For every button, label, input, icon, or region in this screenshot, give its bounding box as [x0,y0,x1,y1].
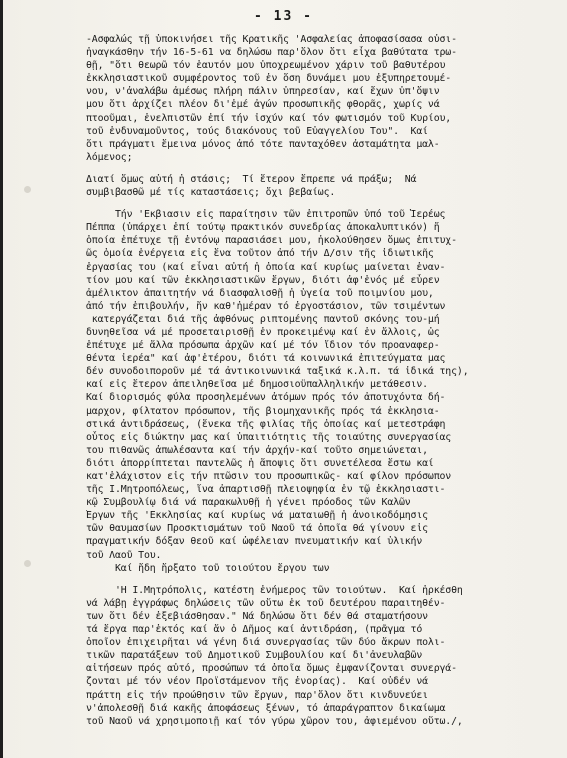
binding-hole [24,186,31,193]
text-line: διότι ἀπορρίπτεται παντελῶς ἡ ἄποψις ὅτι συνετέλεσα ἔστω καί [86,457,434,469]
page-number: - 13 - [254,9,313,24]
text-line: θῇ, "ὅτι θεωρῶ τόν ἑαυτόν μου ὑποχρεωμένον χάριν τοῦ βαθυτέρου [86,60,446,72]
text-line: πτοοῦμαι, ἐνελπιστῶν ἐπί τήν ἰσχύν καί τόν φωτισμόν τοῦ Κυρίου, [86,112,452,124]
text-line: -Ασφαλώς τῇ ὑποκινήσει τῆς Κρατικῆς 'Ασφαλείας ἀποφασίσασα οὐσι- [86,34,457,45]
text-line: στικά ἀντιδράσεως, (ἕνεκα τῆς φιλίας τῆς ὁποίας καί μετεστράφη [86,418,446,430]
text-line: ἐπέτυχε μέ ἄλλα πρόσωπα ἀρχῶν καί μέ τόν ἴδιον τόν προαναφερ- [86,340,440,352]
text-line: ῶς ὁμοία ἐνέργεια εἰς ἕνα τοῦτον ἀπό τήν Δ/σιν τῆς ἰδιωτικῆς [86,248,434,260]
paragraph-gap [86,575,564,584]
text-line: τῆς Ι.Μητροπόλεως, ἵνα ἀπαρτισθῇ πλειοψηφία ἐν τῷ ἐκκλησιαστι- [86,484,446,496]
text-line: τοῦ Λαοῦ Του. [86,549,162,561]
text-line: δέν συνοδοιποροῦν μέ τά ἀντικοινωνικά ταξικά κ.λ.π. τά ἰδικά της), [86,366,469,378]
text-line: Τήν 'Εκβιασιν εἰς παραίτησιν τῶν ἐπιτροπῶν ὑπό τοῦ Ἱερέως [86,209,446,221]
text-line: ἐργασίας του (καί εἶναι αὐτή ἡ ὁποία καί κυρίως μαίνεται ἐναν- [86,261,446,273]
paragraph-gap [86,199,564,208]
text-line: πράττη εἰς τήν προώθησιν τῶν ἔργων, παρ'ὅλον ὅτι κινδυνεύει [86,689,428,701]
text-line: Ἔργων τῆς 'Εκκλησίας καί κυρίως νά ματαιωθῇ ἡ ἀνοικοδόμησις [86,510,428,522]
text-line: κῷ Συμβουλίῳ διά νά παρακωλυθῇ ἡ γένει πρόοδος τῶν Καλῶν [86,497,411,509]
text-line: ζονται μέ τόν νέον Προϊστάμενον τῆς ἐνορίας). Καί οὐδέν νά [86,676,428,688]
text-line: νά λάβῃ ἐγγράφως δηλώσεις τῶν οὕτω ἐκ τοῦ δευτέρου παραιτηθέν- [86,597,446,609]
text-line: ὅτι πράγματι ἔμεινα μόνος ἀπό τότε πανταχόθεν ἀσταμάτητα μαλ- [86,138,440,150]
text-line: τίον μου καί τῶν ἐκκλησιαστικῶν ἔργων, διότι ἀφ'ἑνός μέ εὗρεν [86,274,440,286]
text-line: τά ἔργα παρ'ἐκτός καί ἄν ὁ Δῆμος καί ἀντιδράση, (πρᾶγμα τό [86,624,423,636]
text-line: κατ'ἐλάχιστον εἰς τήν πτῶσιν του προσωπικῶς- καί φίλον πρόσωπον [86,471,452,482]
text-line: τοῦ ἐνδυναμοῦντος, τούς διακόνους τοῦ Εὐαγγελίου Του". Καί [86,125,428,137]
text-line: Πέππα (ὑπάρχει ἐπί τούτῳ πρακτικόν συνεδρίας ἀποκαλυπτικόν) ἤ [86,222,440,234]
text-line: ν'ἀπολεσθῇ διά κακῆς ἀποφάσεως ξένων, τό ἀπαράγραπτον δικαίωμα [86,702,446,714]
text-line: ἐκκλησιαστικοῦ συμφέροντος τοῦ ἐν ὅση δυνάμει μου ἐξυπηρετουμέ- [86,73,452,85]
text-line: λόμενος; [86,151,133,163]
binding-hole [24,560,31,567]
text-line: καί εἰς ἕτερον ἀπειληθεῖσα μέ δημοσιοϋπαλληλικήν μετάθεσιν. [86,379,428,391]
text-line: 'Η Ι.Μητρόπολις, κατέστη ἐνήμερος τῶν τοιούτων. Καί ἠρκέσθη [86,584,463,596]
paragraph-gap [86,164,564,173]
text-line: ἠναγκάσθην τήν 16-5-61 να δηλώσω παρ'ὅλον ὅτι εἶχα βαθύτατα τρω- [86,47,457,59]
text-line: συμβιβασθῶ μέ τίς καταστάσεις; ὄχι βεβαίως. [86,187,336,199]
text-line: αἰτήσεων πρός αὐτό, προσώπων τά ὁποῖα ὅμως ἐμφανίζονται συνεργά- [86,663,457,675]
text-line: Καί ἤδη ἤρξατο τοῦ τοιούτου ἔργου των [86,562,330,574]
text-line: θέντα ἱερέα" καί ἀφ'ἑτέρου, διότι τά κοινωνικά ἐπιτεύγματα μας [86,353,446,365]
text-line: των ὅτι δέν ἐξεβιάσθησαν." Νά δηλώσω ὅτι δέν θά σταματήσουν [86,610,428,622]
text-line: κατεργάζεται διά τῆς ἀφθόνως ριπτομένης παντοῦ σκόνης του-μή [86,313,440,325]
text-line: πραγματικήν δόξαν θεοῦ καί ὠφέλειαν πνευματικήν καί ὑλικήν [86,536,423,548]
text-line: μου ὅτι ἀρχίζει πλέον δι'ἐμέ ἀγών προσωπικῆς φθορᾶς, χωρίς νά [86,99,440,111]
text-line: Διατί ὅμως αὐτή ἡ στάσις; Τί ἕτερον ἔπρεπε νά πράξω; Νά [86,173,417,185]
text-line: τικῶν παρατάξεων τοῦ Δημοτικοῦ Συμβουλίου καί δι'ἀνευλαβῶν [86,650,423,662]
text-line: ὁποῖον ἐπιχειρῆται νά γένη διά συνεργασίας τῶν δύο ἄκρων πολι- [86,637,446,649]
text-line: ἀμέλικτον ἀπαιτητήν νά διασφαλισθῇ ἡ ὑγεία τοῦ ποιμνίου μου, [86,287,434,299]
text-line: νου, ν'ἀναλάβω ἀμέσως πλήρη πάλιν ὑπηρεσίαν, καί ἔχων ὑπ'ὄψιν [86,86,440,98]
text-line: μαρχον, φίλτατον πρόσωπον, τῆς βιομηχανικῆς πρός τά ἐκκλησια- [86,405,440,417]
text-line: ἀπό τήν ἐπιβουλήν, ἥν καθ'ἡμέραν τό ἐργοστάσιον, τῶν τσιμέντων [86,300,446,312]
scan-edge-shadow [0,0,3,758]
text-line: Καί διορισμός φύλα προσηλεμένων ἀτόμων πρός τόν ἀποτυχόντα δή- [86,392,446,404]
text-line: δυνηθεῖσα νά μέ προσεταιρισθῇ ἐν προκειμένῳ καί ἐν ἄλλοις, ὡς [86,326,440,338]
text-line: τοῦ Ναοῦ νά χρησιμοποιῇ καί τόν γύρω χῶρον του, ἀφιεμένου οὕτω./, [86,715,463,727]
text-line: οὗτος εἰς διώκτην μας καί ὑπαιτιότητις τῆς τοιαύτης συνεργασίας [86,431,452,443]
text-line: τῶν θαυμασίων Προσκτισμάτων τοῦ Ναοῦ τά ὁποῖα θά γίνουν εἰς [86,523,428,535]
text-line: του πιθανῶς ἀπωλέσαντα καί τήν ἀρχήν-καί τοῦτο σημειώνεται, [86,444,428,456]
text-line: ὁποία ἐπέτυχε τῇ ἐντόνῳ παρασιάσει μου, ἠκολούθησεν ὅμως ἐπιτυχ- [86,235,457,247]
typed-body-text [86,33,564,728]
